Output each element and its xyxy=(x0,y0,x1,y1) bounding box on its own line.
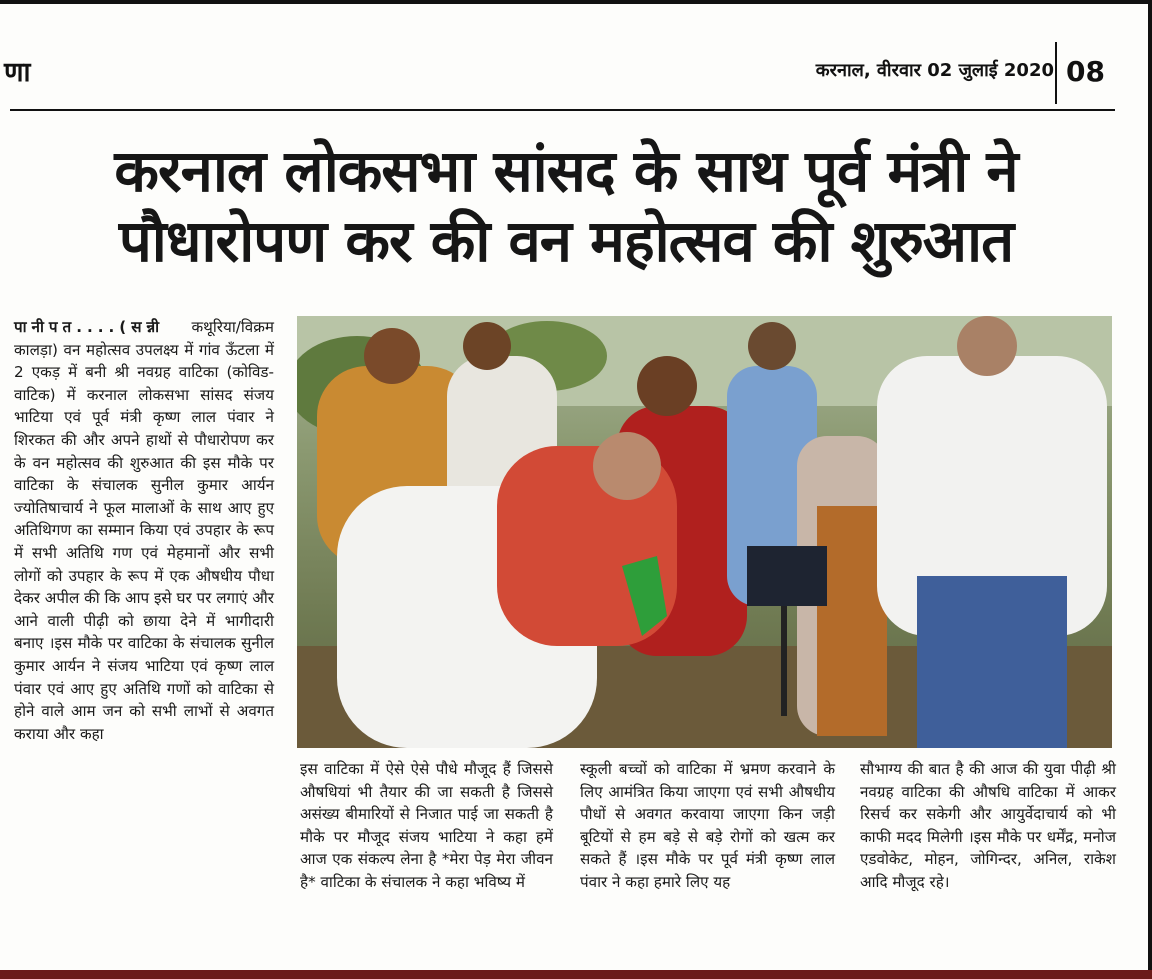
article-column-2: इस वाटिका में ऐसे ऐसे पौधे मौजूद हैं जिससे औषधियां भी तैयार की जा सकती है जिससे असंख्य बीमारियों से निजात पाई जा सकती है मौके पर मौजूद संजय भाटिया ने कहा हमें आज एक संकल्प लेना है *मेरा पेड़ मेरा जीवन है* वाटिका के संचालक ने कहा भविष्य में xyxy=(300,760,553,891)
article-column-4: सौभाग्य की बात है की आज की युवा पीढ़ी श्री नवग्रह वाटिका की औषधि वाटिका में आकर रिसर्च कर सकेगी और आयुर्वेदाचार्य को भी काफी मदद मिलेगी ।इस मौके पर धर्मेंद्र, मनोज एडवोकेट, मोहन, जोगिन्दर, अनिल, राकेश आदि मौजूद रहे। xyxy=(860,760,1116,891)
page-right-border xyxy=(1148,0,1152,979)
masthead-rule xyxy=(10,109,1115,111)
page-number: 08 xyxy=(1066,55,1105,88)
page-top-border xyxy=(0,0,1152,4)
column-1-text: कथूरिया/विक्रम कालड़ा) वन महोत्सव उपलक्ष्य में गांव ऊँटला में 2 एकड़ में बनी श्री नवग्रह वाटिका (कोविड- वाटिक) में करनाल लोकसभा सांसद संजय भाटिया एवं पूर्व मंत्री कृष्ण लाल पंवार ने शिरकत की और अपने हाथों से पौधारोपण कर के वन महोत्सव की शुरुआत की इस मौके पर वाटिका के संचालक सुनील कुमार आर्यन ज्योतिषाचार्य ने फूल मालाओं के साथ आए हुए अतिथिगण का सम्मान किया एवं उपहार के रूप में सभी अतिथि गण एवं मेहमानों और सभी लोगों को उपहार के रूप में एक औषधीय पौधा देकर अपील की कि आप इसे घर पर लगाएं और आने वाली पीढ़ी को छाया देने में भागीदारी बनाए ।इस मौके पर वाटिका के संचालक सुनील कुमार आर्यन ने संजय भाटिया एवं कृष्ण लाल पंवार एवं आए हुए अतिथि गणों को वाटिका से होने वाले आम जन को सभी लाभों से अवगत कराया और कहा xyxy=(14,318,274,743)
masthead-divider xyxy=(1055,42,1057,104)
news-photo xyxy=(297,316,1112,748)
headline-line-2: पौधारोपण कर की वन महोत्सव की शुरुआत xyxy=(118,207,1014,275)
dateline: करनाल, वीरवार 02 जुलाई 2020 xyxy=(815,60,1054,81)
headline xyxy=(0,136,1132,276)
article-column-1 xyxy=(14,316,274,745)
headline-line-1: करनाल लोकसभा सांसद के साथ पूर्व मंत्री ने xyxy=(114,137,1018,205)
byline: पानीपत....(सन्नी xyxy=(14,318,165,336)
section-name: णा xyxy=(4,57,32,88)
page-bottom-bar xyxy=(0,970,1152,979)
plantation-photo-illustration xyxy=(297,316,1112,748)
article-column-3: स्कूली बच्चों को वाटिका में भ्रमण करवाने के लिए आमंत्रित किया जाएगा एवं सभी औषधीय पौधों से अवगत करवाया जाएगा किन जड़ी बूटियों से हम बड़े से बड़े रोगों को खत्म कर सकते हैं ।इस मौके पर पूर्व मंत्री कृष्ण लाल पंवार ने कहा हमारे लिए यह xyxy=(580,760,835,891)
